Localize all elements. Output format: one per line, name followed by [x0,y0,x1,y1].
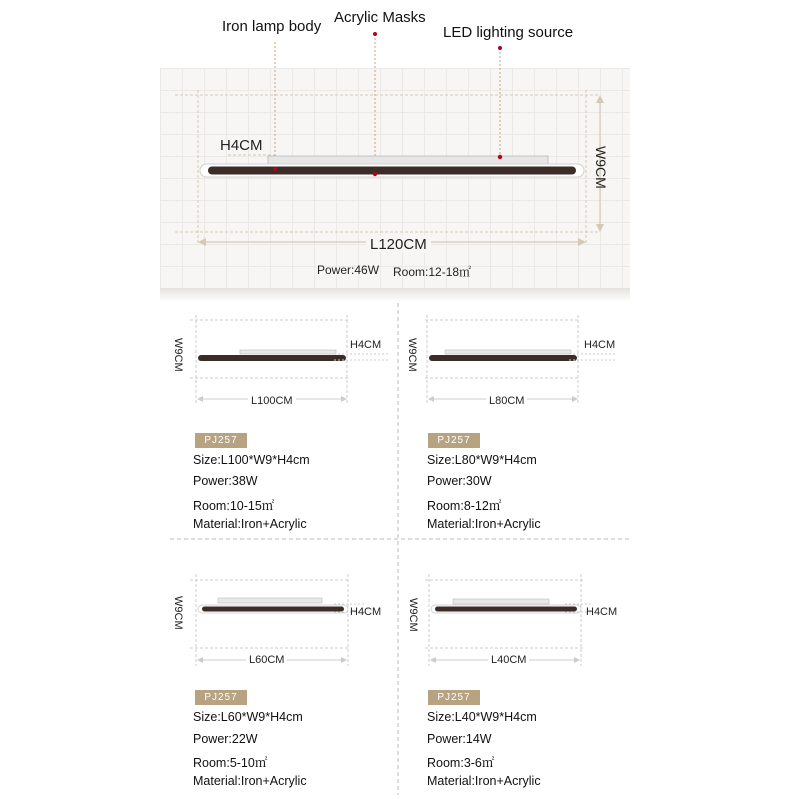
p3-width-label: W9CM [172,596,184,630]
p4-power: Power:14W [427,732,492,746]
p2-model-tag: PJ257 [428,433,480,448]
callout-dot-acrylic [373,32,377,36]
p3-height-label: H4CM [350,606,382,618]
hero-length-label: L120CM [366,236,431,253]
p4-height-label: H4CM [586,606,618,618]
p1-height-label: H4CM [350,339,382,351]
callout-led-source: LED lighting source [443,24,574,41]
p4-width-label: W9CM [407,598,419,632]
p4-room: Room:3-6㎡ [427,756,495,770]
p3-length-label: L60CM [246,654,287,666]
p2-room: Room:8-12㎡ [427,499,502,513]
p1-material: Material:Iron+Acrylic [193,517,307,531]
hero-height-label: H4CM [220,137,263,154]
p3-size: Size:L60*W9*H4cm [193,710,303,724]
callout-iron-lamp-body: Iron lamp body [222,18,322,35]
p1-model-tag: PJ257 [195,433,247,448]
p2-length-label: L80CM [486,395,527,407]
p1-room: Room:10-15㎡ [193,499,275,513]
p3-room: Room:5-10㎡ [193,756,268,770]
p1-size: Size:L100*W9*H4cm [193,453,310,467]
p1-length-label: L100CM [248,395,296,407]
p2-power: Power:30W [427,474,492,488]
callout-acrylic-masks: Acrylic Masks [334,9,426,26]
p3-model-tag: PJ257 [195,690,247,705]
hero-room-label: Room:12-18㎡ [393,265,472,279]
p3-power: Power:22W [193,732,258,746]
p4-material: Material:Iron+Acrylic [427,774,541,788]
grid-dividers [0,295,800,799]
p1-power: Power:38W [193,474,258,488]
hero-width-label: W9CM [593,146,609,189]
p2-width-label: W9CM [406,338,418,372]
p4-model-tag: PJ257 [428,690,480,705]
p2-size: Size:L80*W9*H4cm [427,453,537,467]
p4-length-label: L40CM [488,654,529,666]
callout-dot-led [498,46,502,50]
p1-width-label: W9CM [172,338,184,372]
callout-dot-iron [273,167,277,171]
hero-power-label: Power:46W [317,263,380,277]
p3-material: Material:Iron+Acrylic [193,774,307,788]
p2-material: Material:Iron+Acrylic [427,517,541,531]
iron-lamp-body-shape [208,167,576,175]
p4-size: Size:L40*W9*H4cm [427,710,537,724]
p2-height-label: H4CM [584,339,616,351]
